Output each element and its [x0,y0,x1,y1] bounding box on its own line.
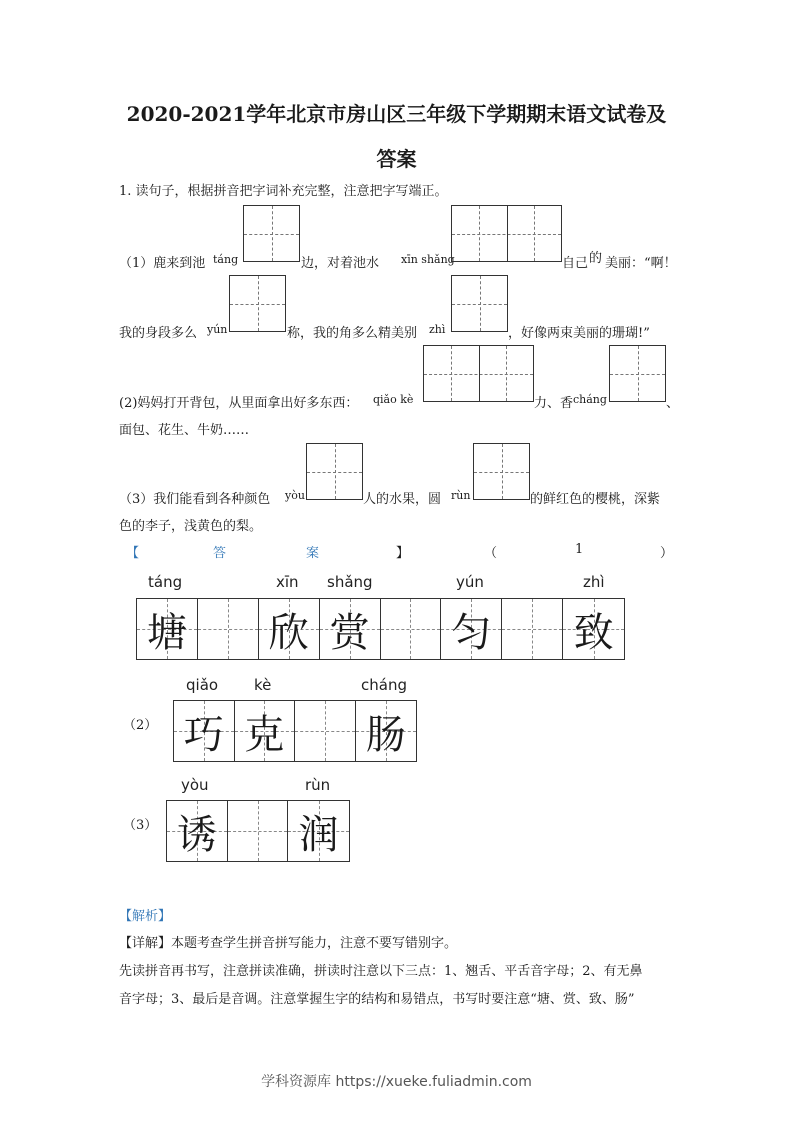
writing-box-you[interactable] [306,443,363,500]
ans1-pinyin-zhi: zhì [583,573,605,591]
answer-cell: 润 [288,801,349,861]
answer-number: 1 [575,542,584,557]
answer-grid-3 [166,800,350,862]
footer-source: 学科资源库 https://xueke.fuliadmin.com [261,1074,532,1090]
ans1-pinyin-yun: yún [456,573,484,591]
s1-text-e: 美丽：“啊！ [605,256,677,271]
s2-text-c: 、 [666,396,680,411]
answer-paren-left: （ [484,546,498,561]
answer-cell: 欣 [259,599,320,659]
answer-cell: 肠 [356,701,417,761]
analysis-paragraph-1: 先读拼音再书写，注意拼读准确，拼读时注意以下三点：1、翘舌、平舌音字母；2、有无鼻 [119,964,643,979]
ans2-pinyin-chang: cháng [361,676,407,694]
s2-text-b: 力、香 [534,396,574,411]
answer-grid-2 [173,700,417,762]
s3-text-d: 色的李子，浅黄色的梨。 [119,519,263,534]
ans2-pinyin-qiao: qiǎo [186,676,219,694]
analysis-heading: 【解析】 [119,909,172,924]
s3-pinyin-run: rùn [451,489,471,502]
writing-box-run[interactable] [473,443,530,500]
ans1-pinyin-shang: shǎng [327,573,373,591]
answer-cell [295,701,356,761]
answer-cell: 巧 [174,701,235,761]
writing-box-yun[interactable] [229,275,286,332]
s2-text-d: 面包、花生、牛奶…… [119,423,250,438]
answer-cell [502,599,563,659]
s3-pinyin-you: yòu [285,489,305,502]
s2-text-a: (2)妈妈打开背包，从里面拿出好多东西： [119,396,359,411]
question-text: 1. 读句子，根据拼音把字词补充完整，注意把字写端正。 [119,184,448,199]
answer-grid-1 [136,598,625,660]
s1-pinyin-yun: yún [207,323,228,336]
s3-text-b: 人的水果，圆 [363,492,442,507]
ans3-pinyin-you: yòu [181,776,209,794]
ans1-pinyin-xin: xīn [276,573,299,591]
answer-cell [198,599,259,659]
answer-cell: 赏 [320,599,381,659]
s2-pinyin-qiaoke: qiǎo kè [373,393,414,406]
writing-box-zhi[interactable] [451,275,508,332]
s1-text-a: （1）鹿来到池 [119,256,206,271]
ans2-pinyin-ke: kè [254,676,272,694]
answer-bracket-right: 】 [396,546,410,561]
doc-title-line1: 2020-2021学年北京市房山区三年级下学期期末语文试卷及 [126,102,667,126]
s1-text-h: ，好像两束美丽的珊瑚!” [508,326,650,341]
s1-text-d: 的 [589,251,603,266]
s3-text-a: （3）我们能看到各种颜色 [119,492,271,507]
ans1-pinyin-tang: táng [148,573,183,591]
answer-cell: 致 [563,599,624,659]
answer-cell: 匀 [441,599,502,659]
ans3-label: （3） [123,818,158,833]
answer-label-char1: 答 [213,546,227,561]
s1-text-g: 称，我的角多么精美别 [287,326,418,341]
s1-pinyin-zhi: zhì [429,323,446,336]
answer-cell [228,801,289,861]
s3-text-c: 的鲜红色的樱桃，深紫 [530,492,661,507]
s1-text-b: 边，对着池水 [301,256,380,271]
ans3-pinyin-run: rùn [305,776,331,794]
s1-text-c: 自己 [562,256,589,271]
detail-tag: 【详解】 [119,936,172,951]
doc-title-line2: 答案 [376,147,417,171]
s1-pinyin-tang: táng [213,253,239,266]
answer-cell [381,599,442,659]
s1-text-f: 我的身段多么 [119,326,198,341]
answer-cell: 克 [235,701,296,761]
ans2-label: （2） [123,718,158,733]
s1-pinyin-xinshang: xīn shǎng [401,253,455,266]
writing-box-chang[interactable] [609,345,666,402]
writing-box-tang[interactable] [243,205,300,262]
detail-text: 本题考查学生拼音拼写能力，注意不要写错别字。 [171,936,458,951]
analysis-paragraph-2: 音字母；3、最后是音调。注意掌握生字的结构和易错点，书写时要注意“塘、赏、致、肠” [119,992,635,1007]
writing-box-qiaoke[interactable] [423,345,534,402]
answer-bracket-left: 【 [126,546,140,561]
s2-pinyin-chang: cháng [573,393,607,406]
writing-box-xinshang[interactable] [451,205,562,262]
answer-paren-right: ） [660,546,674,561]
answer-cell: 诱 [167,801,228,861]
analysis-detail [119,932,457,951]
answer-cell: 塘 [137,599,198,659]
answer-label-char2: 案 [306,546,320,561]
